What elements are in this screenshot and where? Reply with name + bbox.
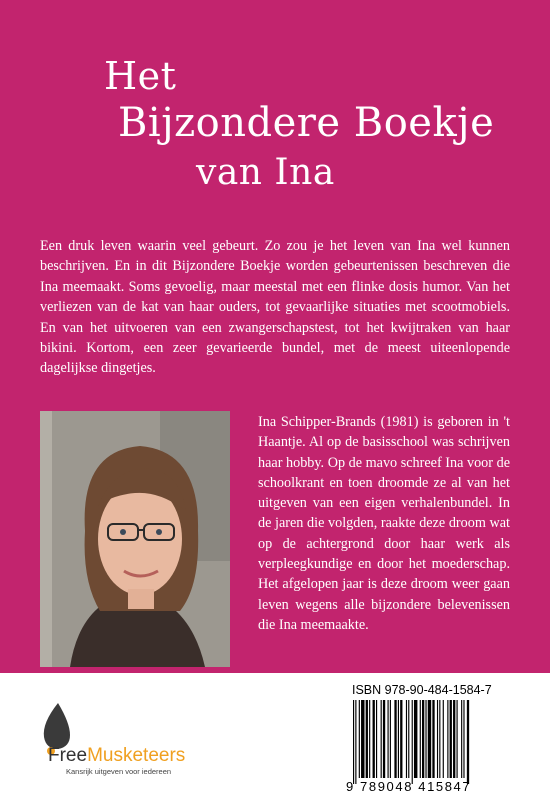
barcode-bar: [381, 700, 382, 778]
barcode-number: 9 789048 415847: [346, 779, 472, 794]
barcode-bar: [400, 700, 402, 778]
publisher-tagline: Kansrijk uitgeven voor iedereen: [66, 767, 172, 776]
barcode-bar: [463, 700, 464, 778]
title-line-1: Het: [104, 54, 177, 98]
barcode-bar: [414, 700, 417, 778]
publisher-logo: [36, 701, 216, 781]
book-title: [0, 0, 550, 210]
barcode-bar: [353, 700, 354, 784]
barcode-bar: [457, 700, 458, 778]
barcode-bar: [443, 700, 444, 778]
barcode-bar: [369, 700, 370, 778]
barcode-bar: [439, 700, 440, 778]
title-line-2: Bijzondere Boekje: [118, 100, 495, 146]
barcode-bar: [388, 700, 389, 778]
barcode-bar: [420, 700, 421, 778]
book-blurb: Een druk leven waarin veel gebeurt. Zo zou je het leven van Ina wel kunnen beschrijven. En in dit Bijzondere Boekje worden gebeurtenissen beschreven die Ina meemaakt. Soms gevoelig, maar meestal met een flinke dosis humor. Van het verliezen van de kat van haar ouders, tot gevaarlijke situaties met scootmobiels. En van het uitvoeren van een zwangerschapstest, tot het kwijtraken van haar bikini. Kortom, een zeer gevarieerde bundel, met de meest uiteenlopende dagelijkse dingetjes.: [40, 238, 510, 377]
barcode: [351, 700, 513, 784]
barcode-bar: [355, 700, 356, 784]
barcode-bar: [450, 700, 452, 778]
barcode-bar: [432, 700, 434, 778]
barcode-bar: [376, 700, 377, 778]
barcode-bar: [361, 700, 364, 778]
barcode-bar: [406, 700, 407, 778]
barcode-bar: [366, 700, 368, 778]
publisher-name-free: Free: [48, 745, 88, 766]
barcode-bar: [425, 700, 426, 778]
barcode-bar: [408, 700, 409, 778]
barcode-bar: [453, 700, 455, 778]
publisher-name-musketeers: Musketeers: [87, 745, 186, 766]
barcode-bar: [467, 700, 469, 784]
barcode-bar: [398, 700, 399, 778]
back-cover-footer: [0, 673, 550, 800]
barcode-bar: [390, 700, 391, 778]
barcode-bar: [437, 700, 438, 778]
author-bio: Ina Schipper-Brands (1981) is geboren in 't Haantje. Al op de basisschool was schrijven haar hobby. Op de mavo schreef Ina voor de schoolkrant en toen droomde ze al van het uitgeven van een eigen verhalenbundel. In de jaren die volgden, raakte deze droom wat op de achtergrond door haar werk als verpleegkundige en door het moederschap. Het afgelopen jaar is deze droom weer gaan leven wegens alle bijzondere belevenissen die Ina meemaakte.: [258, 414, 510, 633]
title-line-3: van Ina: [196, 152, 335, 193]
barcode-bar: [383, 700, 385, 778]
barcode-bar: [422, 700, 424, 778]
barcode-bar: [428, 700, 431, 778]
barcode-bar: [394, 700, 396, 778]
barcode-bar: [447, 700, 448, 778]
barcode-bar: [373, 700, 375, 778]
isbn-label: ISBN 978-90-484-1584-7: [352, 683, 492, 697]
barcode-bar: [412, 700, 413, 784]
barcode-bar: [461, 700, 462, 778]
author-photo: [40, 411, 230, 667]
barcode-bar: [359, 700, 360, 778]
